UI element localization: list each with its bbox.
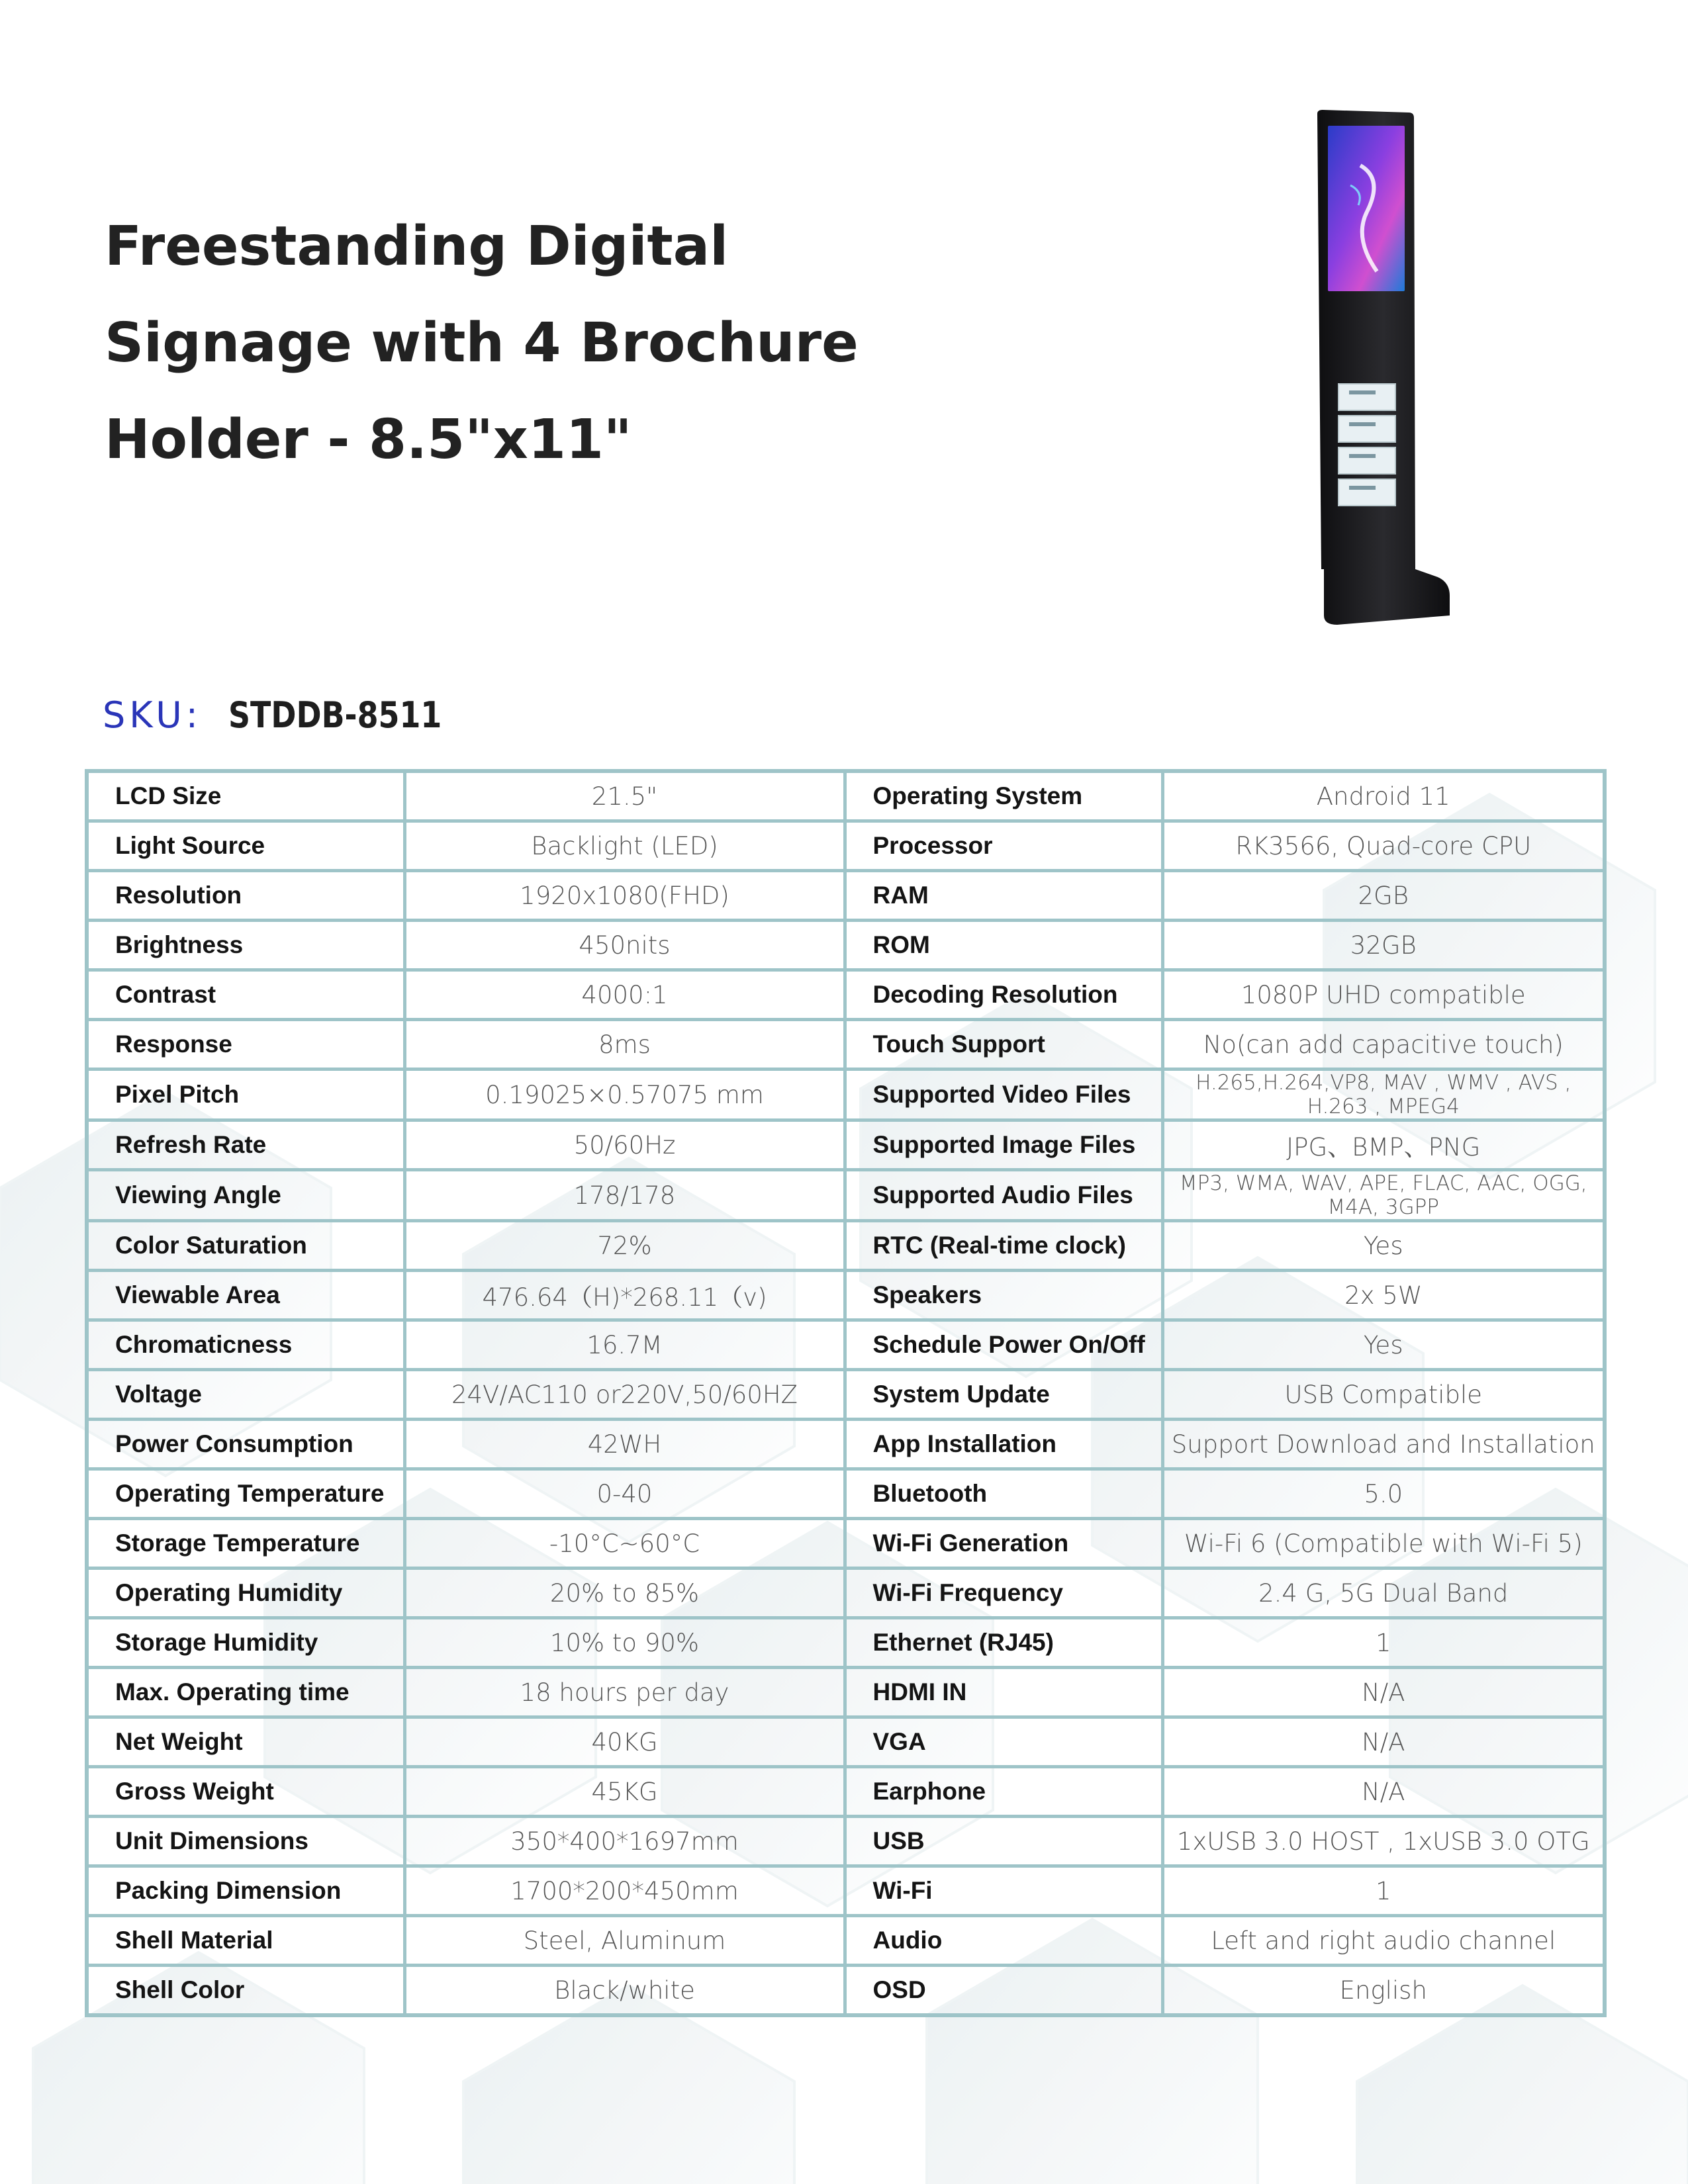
sku-value: STDDB-8511 bbox=[228, 694, 442, 736]
spec-label: Shell Color bbox=[87, 1966, 404, 2016]
spec-value: Steel, Aluminum bbox=[404, 1916, 845, 1966]
spec-row bbox=[87, 1767, 1605, 1817]
spec-label: Viewing Angle bbox=[87, 1170, 404, 1221]
spec-value: RK3566, Quad-core CPU bbox=[1162, 821, 1605, 871]
page-title bbox=[105, 199, 965, 488]
spec-label: Touch Support bbox=[845, 1020, 1162, 1069]
spec-label: Wi-Fi bbox=[845, 1866, 1162, 1916]
spec-value: 178/178 bbox=[404, 1170, 845, 1221]
spec-table-body bbox=[87, 771, 1605, 2015]
spec-label: Light Source bbox=[87, 821, 404, 871]
spec-value: Yes bbox=[1162, 1221, 1605, 1271]
spec-row bbox=[87, 1618, 1605, 1668]
spec-label: Voltage bbox=[87, 1370, 404, 1420]
spec-value: 1700*200*450mm bbox=[404, 1866, 845, 1916]
spec-label: Response bbox=[87, 1020, 404, 1069]
spec-label: Chromaticness bbox=[87, 1320, 404, 1370]
spec-row bbox=[87, 1966, 1605, 2016]
spec-label: Operating Humidity bbox=[87, 1569, 404, 1618]
spec-value: Left and right audio channel bbox=[1162, 1916, 1605, 1966]
spec-value: 1080P UHD compatible bbox=[1162, 970, 1605, 1020]
spec-label: System Update bbox=[845, 1370, 1162, 1420]
spec-label: Supported Audio Files bbox=[845, 1170, 1162, 1221]
spec-row bbox=[87, 1469, 1605, 1519]
spec-label: ROM bbox=[845, 921, 1162, 970]
title-line-3: Holder - 8.5"x11" bbox=[105, 408, 632, 471]
spec-value: JPG、BMP、PNG bbox=[1162, 1120, 1605, 1170]
spec-row bbox=[87, 771, 1605, 821]
spec-value: 24V/AC110 or220V,50/60HZ bbox=[404, 1370, 845, 1420]
spec-label: Decoding Resolution bbox=[845, 970, 1162, 1020]
spec-value: 1 bbox=[1162, 1618, 1605, 1668]
spec-value: 21.5" bbox=[404, 771, 845, 821]
spec-label: Supported Image Files bbox=[845, 1120, 1162, 1170]
spec-label: LCD Size bbox=[87, 771, 404, 821]
spec-label: Brightness bbox=[87, 921, 404, 970]
spec-value: 476.64（H)*268.11（v) bbox=[404, 1271, 845, 1320]
spec-row bbox=[87, 1370, 1605, 1420]
spec-table bbox=[85, 769, 1607, 2017]
spec-value: 72% bbox=[404, 1221, 845, 1271]
spec-value: MP3, WMA, WAV, APE, FLAC, AAC, OGG, M4A, 3GPP bbox=[1162, 1170, 1605, 1221]
spec-row bbox=[87, 821, 1605, 871]
spec-value: 1920x1080(FHD) bbox=[404, 871, 845, 921]
spec-label: Max. Operating time bbox=[87, 1668, 404, 1717]
spec-row bbox=[87, 1320, 1605, 1370]
spec-label: RTC (Real-time clock) bbox=[845, 1221, 1162, 1271]
spec-label: Speakers bbox=[845, 1271, 1162, 1320]
spec-row bbox=[87, 1668, 1605, 1717]
spec-row bbox=[87, 1420, 1605, 1469]
spec-row bbox=[87, 871, 1605, 921]
spec-label: USB bbox=[845, 1817, 1162, 1866]
spec-value: Android 11 bbox=[1162, 771, 1605, 821]
spec-label: Supported Video Files bbox=[845, 1069, 1162, 1120]
spec-label: Processor bbox=[845, 821, 1162, 871]
spec-value: Black/white bbox=[404, 1966, 845, 2016]
spec-label: VGA bbox=[845, 1717, 1162, 1767]
spec-value: 18 hours per day bbox=[404, 1668, 845, 1717]
spec-label: Contrast bbox=[87, 970, 404, 1020]
spec-value: 10% to 90% bbox=[404, 1618, 845, 1668]
spec-label: Wi-Fi Generation bbox=[845, 1519, 1162, 1569]
spec-row bbox=[87, 1120, 1605, 1170]
spec-label: RAM bbox=[845, 871, 1162, 921]
spec-value: 0-40 bbox=[404, 1469, 845, 1519]
spec-row bbox=[87, 921, 1605, 970]
spec-label: Audio bbox=[845, 1916, 1162, 1966]
spec-value: 0.19025×0.57075 mm bbox=[404, 1069, 845, 1120]
spec-value: Wi-Fi 6 (Compatible with Wi-Fi 5) bbox=[1162, 1519, 1605, 1569]
spec-value: 1xUSB 3.0 HOST , 1xUSB 3.0 OTG bbox=[1162, 1817, 1605, 1866]
title-line-2: Signage with 4 Brochure bbox=[105, 312, 859, 375]
spec-row bbox=[87, 1221, 1605, 1271]
sku-label: SKU: bbox=[103, 694, 202, 736]
spec-value: 45KG bbox=[404, 1767, 845, 1817]
spec-label: Packing Dimension bbox=[87, 1866, 404, 1916]
digital-signage-kiosk-icon bbox=[1297, 106, 1470, 629]
spec-label: Gross Weight bbox=[87, 1767, 404, 1817]
spec-row bbox=[87, 1817, 1605, 1866]
spec-value: 5.0 bbox=[1162, 1469, 1605, 1519]
spec-label: Resolution bbox=[87, 871, 404, 921]
spec-value: 20% to 85% bbox=[404, 1569, 845, 1618]
spec-row bbox=[87, 1916, 1605, 1966]
spec-label: Schedule Power On/Off bbox=[845, 1320, 1162, 1370]
spec-row bbox=[87, 1569, 1605, 1618]
spec-label: Net Weight bbox=[87, 1717, 404, 1767]
spec-value: English bbox=[1162, 1966, 1605, 2016]
spec-value: -10°C~60°C bbox=[404, 1519, 845, 1569]
spec-row bbox=[87, 1717, 1605, 1767]
spec-value: 50/60Hz bbox=[404, 1120, 845, 1170]
spec-label: Operating Temperature bbox=[87, 1469, 404, 1519]
spec-value: 350*400*1697mm bbox=[404, 1817, 845, 1866]
spec-value: Yes bbox=[1162, 1320, 1605, 1370]
spec-label: Storage Temperature bbox=[87, 1519, 404, 1569]
spec-value: 1 bbox=[1162, 1866, 1605, 1916]
spec-value: N/A bbox=[1162, 1717, 1605, 1767]
spec-row bbox=[87, 1271, 1605, 1320]
spec-value: H.265,H.264,VP8, MAV , WMV , AVS , H.263 , MPEG4 bbox=[1162, 1069, 1605, 1120]
spec-value: N/A bbox=[1162, 1668, 1605, 1717]
sku-line bbox=[103, 688, 479, 741]
spec-value: 2GB bbox=[1162, 871, 1605, 921]
spec-value: 40KG bbox=[404, 1717, 845, 1767]
spec-value: No(can add capacitive touch) bbox=[1162, 1020, 1605, 1069]
spec-label: Wi-Fi Frequency bbox=[845, 1569, 1162, 1618]
spec-label: Ethernet (RJ45) bbox=[845, 1618, 1162, 1668]
spec-row bbox=[87, 1069, 1605, 1120]
spec-value: N/A bbox=[1162, 1767, 1605, 1817]
spec-value: 2x 5W bbox=[1162, 1271, 1605, 1320]
spec-value: USB Compatible bbox=[1162, 1370, 1605, 1420]
spec-value: 16.7M bbox=[404, 1320, 845, 1370]
title-line-1: Freestanding Digital bbox=[105, 215, 729, 278]
spec-label: Power Consumption bbox=[87, 1420, 404, 1469]
spec-label: Viewable Area bbox=[87, 1271, 404, 1320]
spec-value: 42WH bbox=[404, 1420, 845, 1469]
spec-value: 4000:1 bbox=[404, 970, 845, 1020]
spec-row bbox=[87, 1866, 1605, 1916]
spec-label: Storage Humidity bbox=[87, 1618, 404, 1668]
spec-label: OSD bbox=[845, 1966, 1162, 2016]
spec-label: Shell Material bbox=[87, 1916, 404, 1966]
spec-value: 32GB bbox=[1162, 921, 1605, 970]
spec-label: Pixel Pitch bbox=[87, 1069, 404, 1120]
spec-value: 450nits bbox=[404, 921, 845, 970]
spec-row bbox=[87, 1170, 1605, 1221]
spec-label: Unit Dimensions bbox=[87, 1817, 404, 1866]
spec-row bbox=[87, 970, 1605, 1020]
spec-label: App Installation bbox=[845, 1420, 1162, 1469]
spec-value: Support Download and Installation bbox=[1162, 1420, 1605, 1469]
spec-label: Bluetooth bbox=[845, 1469, 1162, 1519]
spec-label: HDMI IN bbox=[845, 1668, 1162, 1717]
spec-value: 2.4 G, 5G Dual Band bbox=[1162, 1569, 1605, 1618]
spec-row bbox=[87, 1020, 1605, 1069]
spec-label: Refresh Rate bbox=[87, 1120, 404, 1170]
spec-value: Backlight (LED) bbox=[404, 821, 845, 871]
spec-label: Earphone bbox=[845, 1767, 1162, 1817]
spec-value: 8ms bbox=[404, 1020, 845, 1069]
spec-label: Operating System bbox=[845, 771, 1162, 821]
spec-row bbox=[87, 1519, 1605, 1569]
spec-label: Color Saturation bbox=[87, 1221, 404, 1271]
